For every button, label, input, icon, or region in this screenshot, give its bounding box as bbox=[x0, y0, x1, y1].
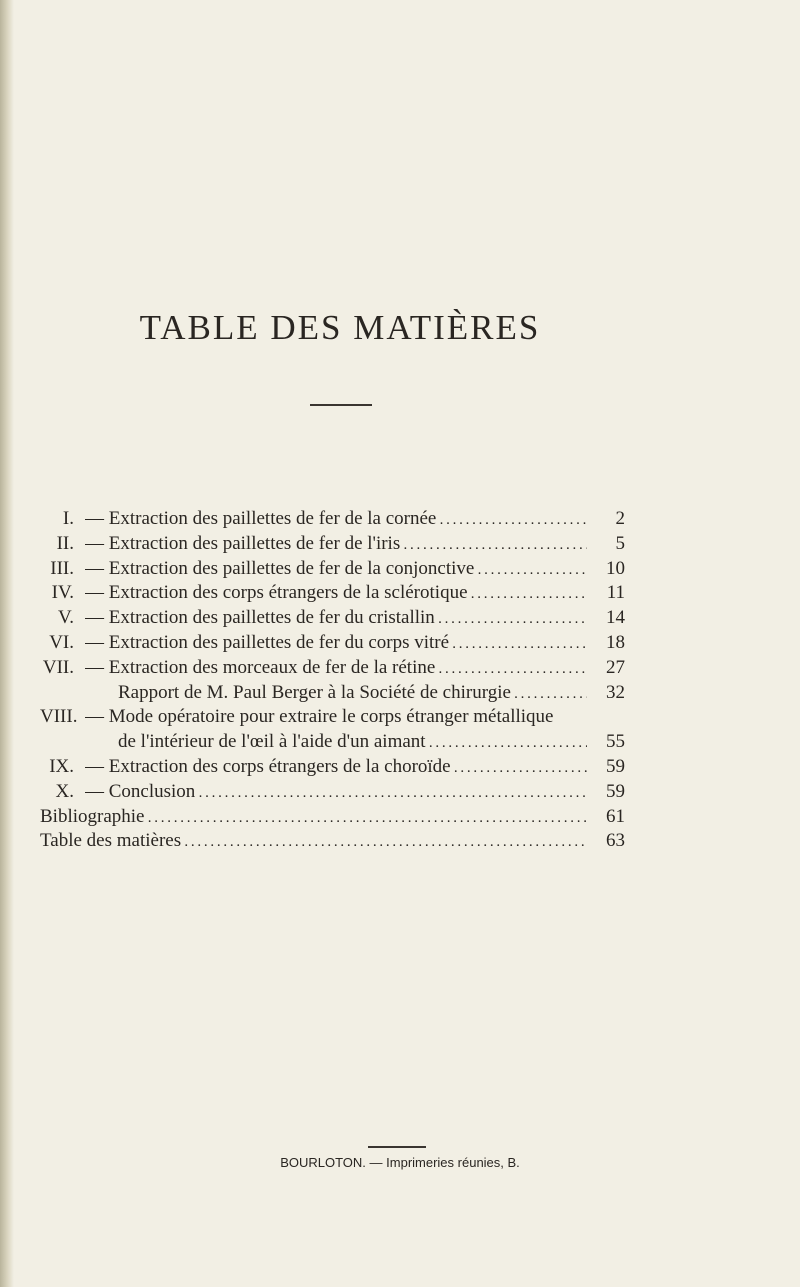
toc-entry-13[interactable] bbox=[40, 806, 625, 828]
toc-title: — Extraction des paillettes de fer de la cornée . . . bbox=[85, 508, 587, 531]
toc-title: — Extraction des paillettes de fer du cristallin . . . bbox=[85, 607, 587, 630]
toc-page: 2 bbox=[615, 508, 625, 529]
toc-entry-14[interactable] bbox=[40, 830, 625, 852]
page-binding-edge bbox=[0, 0, 14, 1287]
toc-number: X. bbox=[55, 780, 74, 802]
toc-entry-6[interactable] bbox=[40, 632, 625, 654]
toc-page: 59 bbox=[606, 755, 625, 777]
toc-entry-4[interactable] bbox=[40, 582, 625, 604]
toc-entry-1[interactable] bbox=[40, 508, 625, 530]
toc-entry-12[interactable] bbox=[40, 781, 625, 803]
toc-title: Bibliographie . . . bbox=[40, 806, 587, 829]
toc-title: Table des matières . . . bbox=[40, 830, 587, 853]
toc-title: — Mode opératoire pour extraire le corps étranger métallique bbox=[85, 706, 554, 728]
toc-title: — Extraction des morceaux de fer de la rétine . . . bbox=[85, 657, 587, 680]
toc-number: II. bbox=[56, 532, 74, 554]
toc-title: — Extraction des paillettes de fer de l'iris . . . bbox=[85, 533, 587, 556]
toc-entry-8[interactable] bbox=[40, 682, 625, 704]
printer-imprint: BOURLOTON. — Imprimeries réunies, B. bbox=[280, 1155, 520, 1170]
toc-entry-11[interactable] bbox=[40, 756, 625, 778]
toc-number: VI. bbox=[49, 631, 74, 653]
toc-page: 11 bbox=[606, 582, 625, 604]
toc-page: 5 bbox=[615, 532, 625, 554]
toc-page: 27 bbox=[606, 656, 625, 678]
footer-divider bbox=[368, 1146, 426, 1148]
toc-entry-5[interactable] bbox=[40, 607, 625, 629]
toc-entry-2[interactable] bbox=[40, 533, 625, 555]
toc-page: 10 bbox=[606, 557, 625, 579]
toc-title: — Conclusion . . . bbox=[85, 781, 587, 804]
toc-page: 63 bbox=[606, 830, 625, 852]
toc-entry-3[interactable] bbox=[40, 558, 625, 580]
toc-number: IV. bbox=[51, 582, 74, 604]
toc-page: 61 bbox=[606, 805, 625, 827]
toc-entry-9[interactable] bbox=[40, 706, 625, 728]
toc-title: — Extraction des corps étrangers de la choroïde . . . bbox=[85, 756, 587, 779]
toc-number: I. bbox=[62, 508, 74, 529]
toc-title: Rapport de M. Paul Berger à la Société de chirurgie . . . bbox=[118, 682, 587, 705]
toc-entry-10[interactable] bbox=[40, 731, 625, 753]
toc-page: 32 bbox=[606, 681, 625, 703]
toc-title: — Extraction des paillettes de fer de la conjonctive . . . bbox=[85, 558, 587, 581]
toc-number: III. bbox=[50, 557, 74, 579]
toc-number: VIII. bbox=[40, 706, 78, 728]
toc-title: de l'intérieur de l'œil à l'aide d'un aimant . . . bbox=[118, 731, 587, 754]
toc-page: 55 bbox=[606, 731, 625, 753]
toc-page: 18 bbox=[606, 631, 625, 653]
toc-entry-7[interactable] bbox=[40, 657, 625, 679]
page-title: TABLE DES MATIÈRES bbox=[139, 308, 541, 347]
toc-title: — Extraction des paillettes de fer du corps vitré . . . bbox=[85, 632, 587, 655]
toc-number: IX. bbox=[49, 755, 74, 777]
title-divider bbox=[310, 404, 372, 406]
toc-number: VII. bbox=[42, 656, 74, 678]
toc-title: — Extraction des corps étrangers de la sclérotique . . . bbox=[85, 582, 587, 605]
table-of-contents bbox=[40, 508, 625, 855]
toc-page: 59 bbox=[606, 780, 625, 802]
toc-page: 14 bbox=[606, 607, 625, 629]
toc-number: V. bbox=[57, 607, 74, 629]
